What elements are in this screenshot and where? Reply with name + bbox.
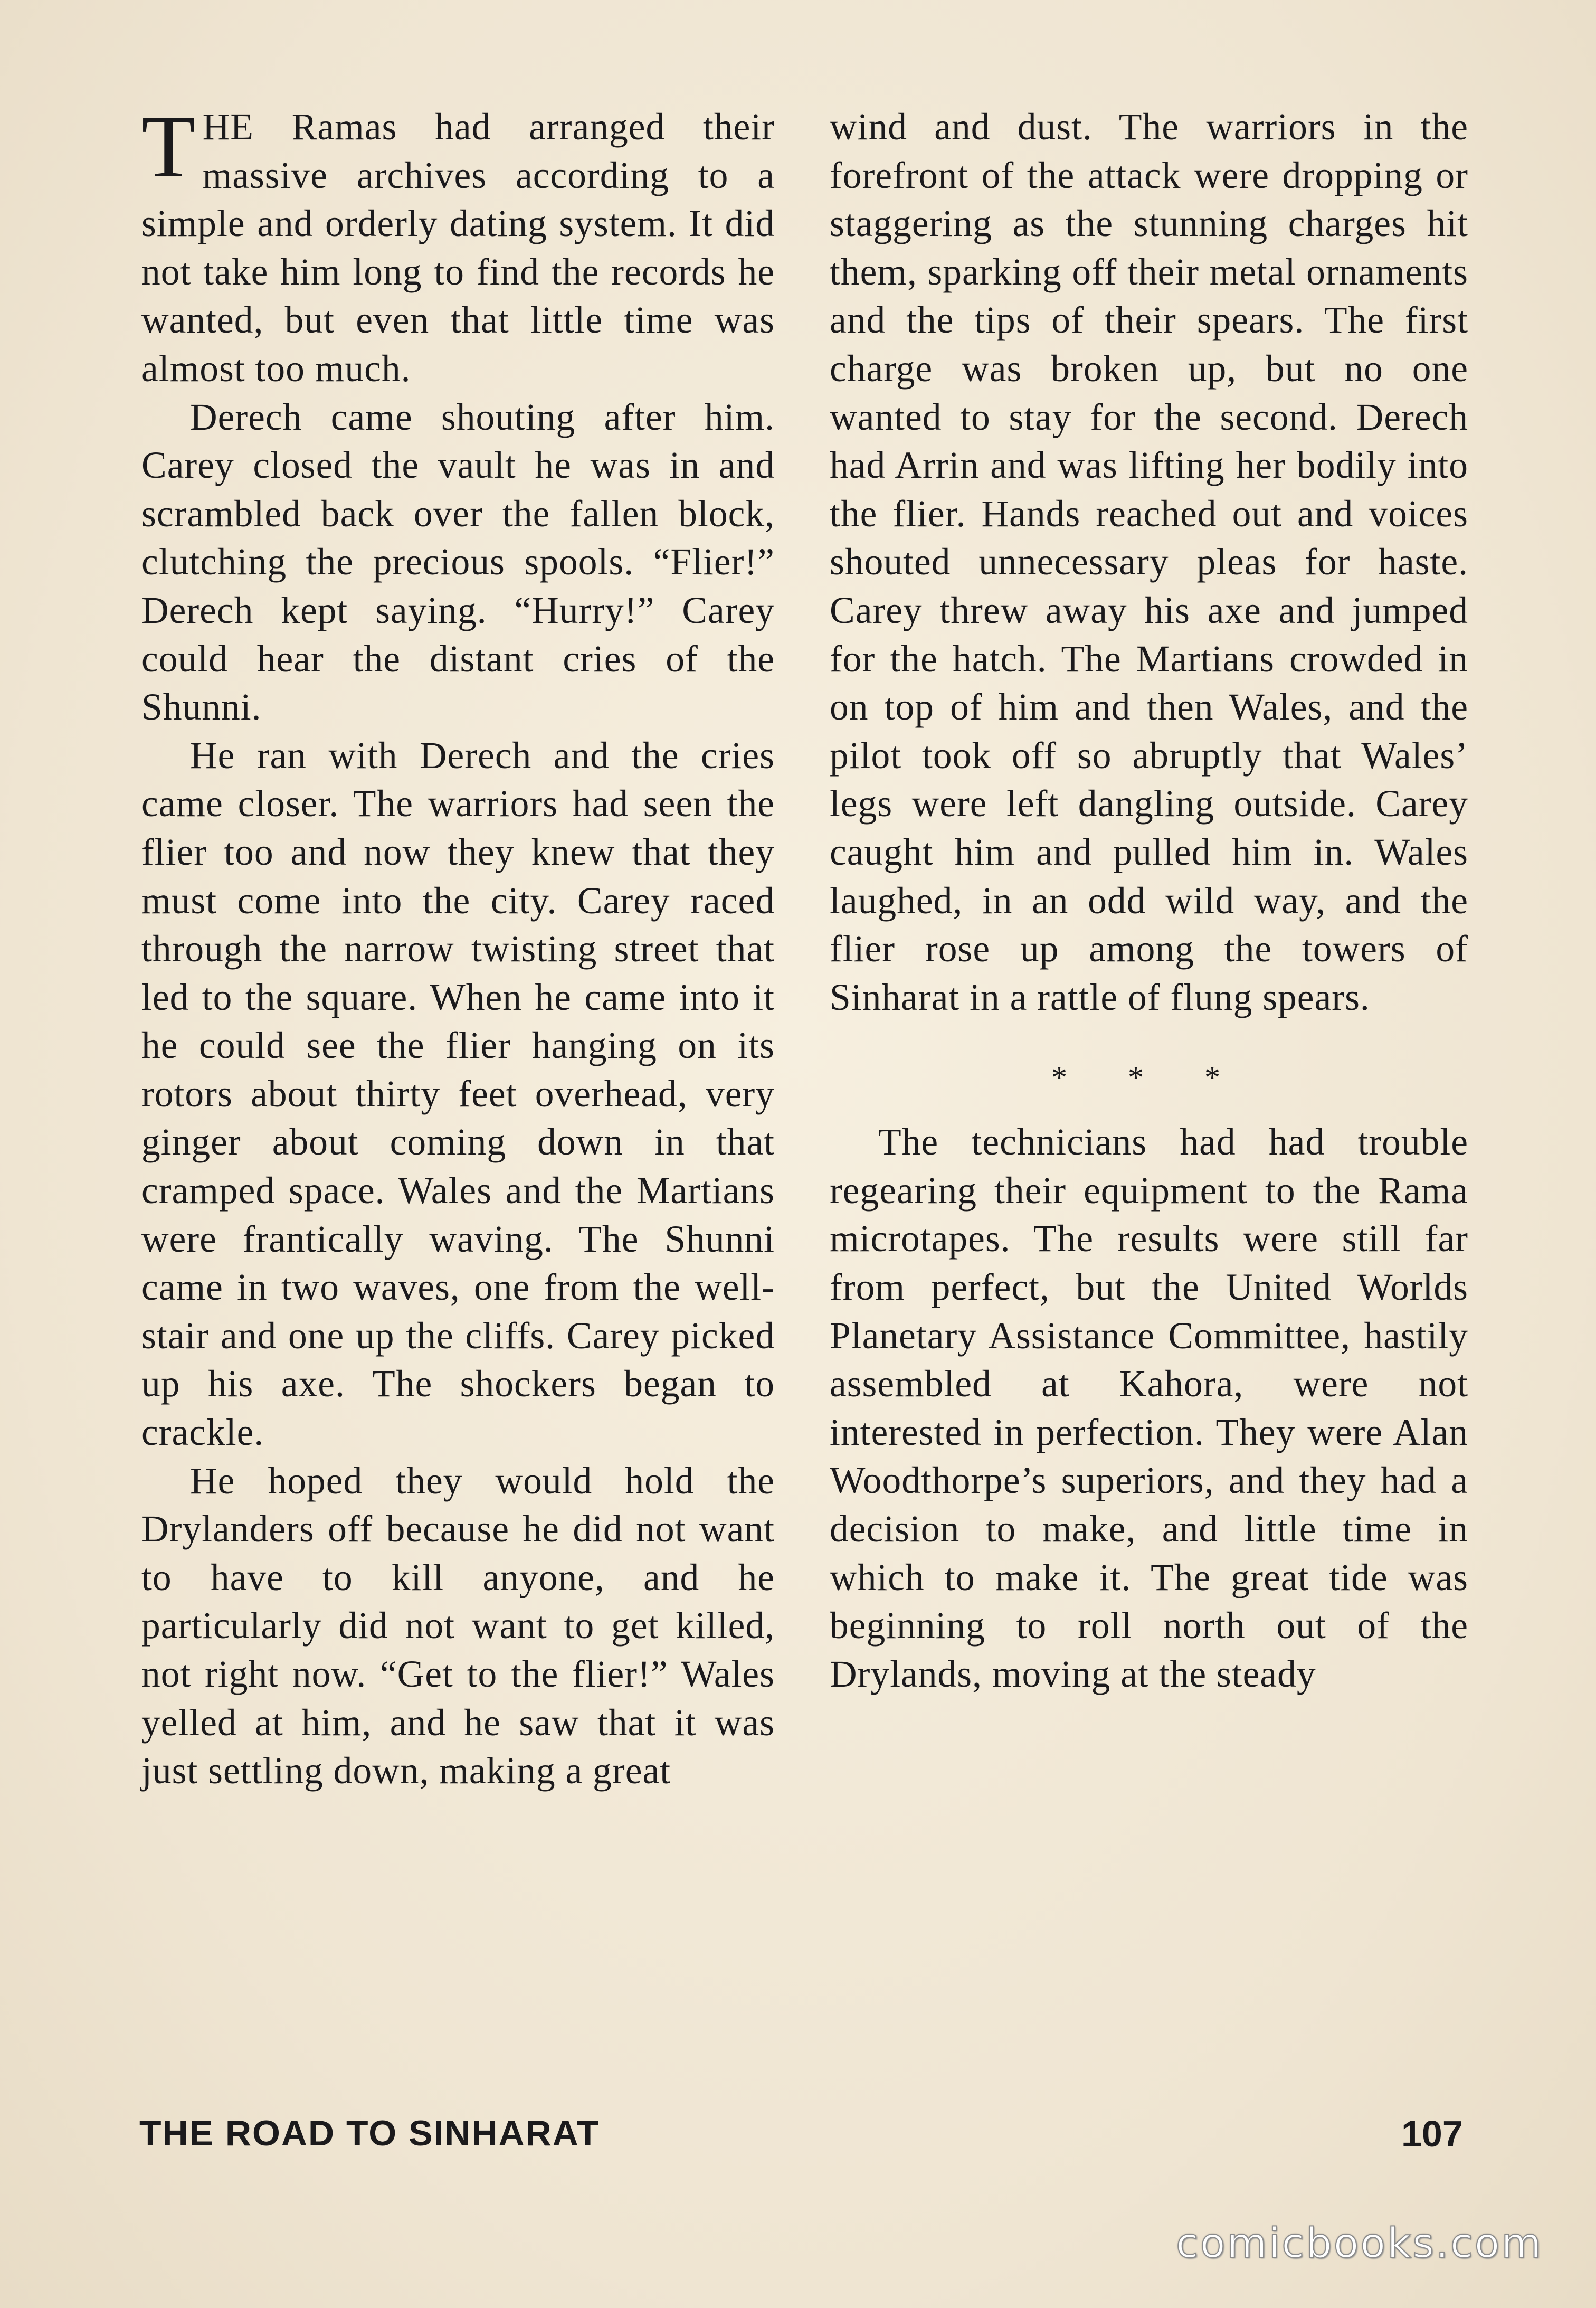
drop-cap: T [141, 98, 196, 196]
paragraph-6: The technicians had had trouble regearing their equipment to the Rama microtapes. The results were still far from perfect, but the United Worlds Planetary Assistance Committee, hastily assembled at Kahora, were not interested in perfection. They were Alan Woodthorpe’s superiors, and they had a decision to make, and little time in which to make it. The great tide was beginning to roll north out of the Drylands, moving at the steady [830, 1121, 1468, 1695]
watermark: comicbooks.com [1176, 2220, 1543, 2267]
paragraph-5: wind and dust. The warriors in the forefront of the attack were dropping or staggering as the stunning charges hit them, sparking off their metal ornaments and the tips of their spears. The first charge was broken up, but no one wanted to stay for the second. Derech had Arrin and was lifting her bodily into the flier. Hands reached out and voices shouted unnecessary pleas for haste. Carey threw away his axe and jumped for the hatch. The Martians crowded in on top of him and then Wales, and the pilot took off so abruptly that Wales’ legs were left dangling outside. Carey caught him and pulled him in. Wales laughed, in an odd wild way, and the flier rose up among the towers of Sinharat in a rattle of flung spears. [830, 106, 1468, 1018]
left-column [141, 98, 775, 1795]
page-number: 107 [1401, 2113, 1463, 2154]
paragraph-1-text: HE Ramas had arranged their massive archives according to a simple and orderly dating system. It did not take him long to find the records he wanted, but even that little time was almost too much. [141, 106, 775, 390]
running-title: THE ROAD TO SINHARAT [139, 2113, 600, 2153]
paragraph-3: He ran with Derech and the cries came closer. The warriors had seen the flier too and now they knew that they must come into the city. Carey raced through the narrow twisting street that led to the square. When he came into it he could see the flier hanging on its rotors about thirty feet overhead, very ginger about coming down in that cramped space. Wales and the Martians were frantically waving. The Shunni came in two waves, one from the well-stair and one up the cliffs. Carey picked up his axe. The shockers began to crackle. [141, 734, 775, 1454]
paragraph-1 [141, 98, 775, 393]
right-column [830, 103, 1468, 1698]
section-separator: * * * [1051, 1060, 1247, 1095]
paragraph-2: Derech came shouting after him. Carey closed the vault he was in and scrambled back over the fallen block, clutching the precious spools. “Flier!” Derech kept saying. “Hurry!” Carey could hear the distant cries of the Shunni. [141, 396, 775, 729]
paragraph-4: He hoped they would hold the Drylanders off because he did not want to have to kill anyone, and he particularly did not want to get killed, not right now. “Get to the flier!” Wales yelled at him, and he saw that it was just settling down, making a great [141, 1460, 775, 1792]
